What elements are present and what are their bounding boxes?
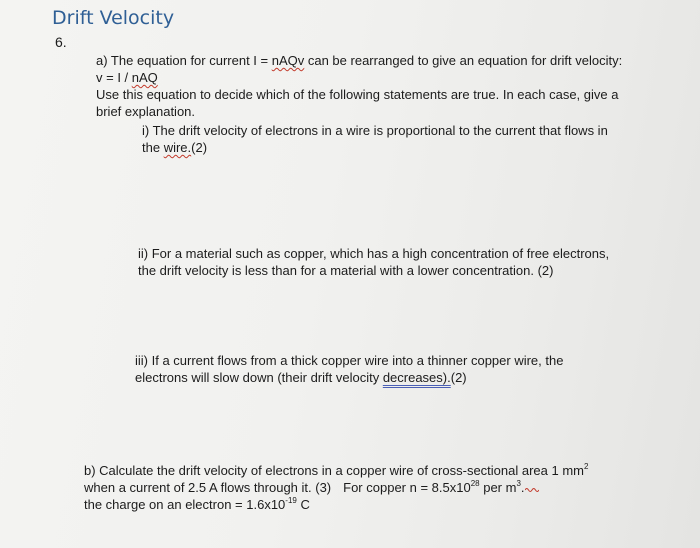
statement-ii bbox=[138, 245, 609, 279]
statement-iii-line-1: iii) If a current flows from a thick copper wire into a thinner copper wire, the bbox=[135, 353, 564, 368]
question-number: 6. bbox=[55, 34, 67, 50]
statement-i bbox=[142, 122, 608, 156]
spellcheck-squiggle-icon bbox=[525, 486, 539, 492]
statement-iii bbox=[135, 352, 563, 386]
statement-ii-line-2: the drift velocity is less than for a material with a lower concentration. (2) bbox=[138, 263, 554, 278]
page-title: Drift Velocity bbox=[52, 7, 175, 29]
part-b bbox=[84, 462, 588, 513]
area-exponent: 2 bbox=[584, 462, 589, 471]
statement-ii-line-1: ii) For a material such as copper, which has a high concentration of free electrons, bbox=[138, 246, 610, 261]
part-b-line-2: when a current of 2.5 A flows through it. (3) For copper $n = 8.5x10^{28}$ per $m^3$. bbox=[84, 479, 588, 496]
wire-word: wire. bbox=[163, 140, 192, 155]
part-a-line-4: brief explanation. bbox=[96, 104, 196, 119]
part-b-line-1: b) Calculate the drift velocity of electrons in a copper wire of cross-sectional area 1 $mm^2$ bbox=[84, 462, 589, 478]
part-b-line-3: the charge on an electron = $1.6x10^{-19}$ C bbox=[84, 496, 310, 512]
part-a-line-2: v = I / nAQ bbox=[96, 70, 158, 85]
decreases-word: decreases). bbox=[382, 370, 451, 385]
part-a-line-3: Use this equation to decide which of the following statements are true. In each case, give a bbox=[96, 87, 619, 102]
statement-iii-line-2: electrons will slow down (their drift velocity decreases).(2) bbox=[135, 370, 467, 385]
current-equation: nAQv bbox=[271, 53, 305, 68]
density-exponent: 28 bbox=[470, 479, 480, 488]
charge-exponent: -19 bbox=[285, 496, 297, 505]
part-a-line-1: a) The equation for current I = nAQv can be rearranged to give an equation for drift velocity: bbox=[96, 53, 623, 68]
statement-i-line-2: the wire.(2) bbox=[142, 140, 208, 155]
statement-i-line-1: i) The drift velocity of electrons in a wire is proportional to the current that flows in bbox=[142, 123, 608, 138]
volume-exponent: 3 bbox=[516, 479, 521, 488]
part-a-intro bbox=[96, 52, 622, 120]
drift-velocity-equation: nAQ bbox=[131, 70, 158, 85]
